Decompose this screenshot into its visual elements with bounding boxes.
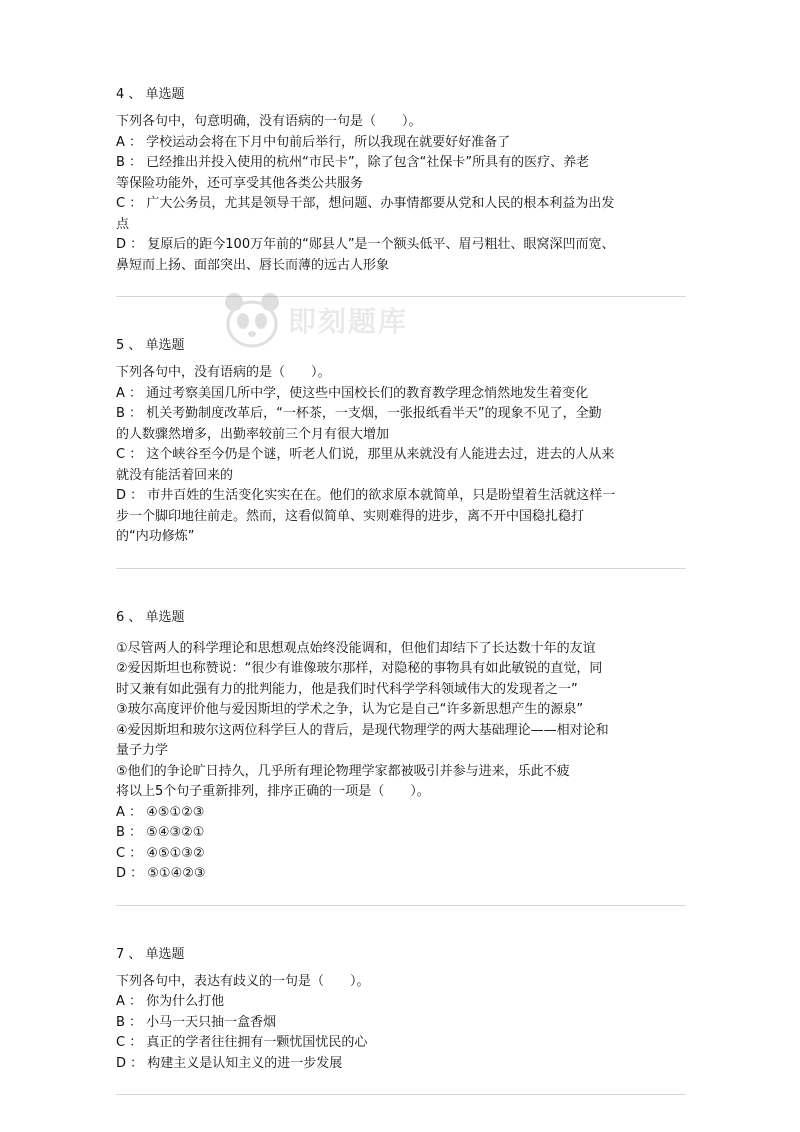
option-a[interactable]: A ： 你为什么打他	[116, 994, 225, 1009]
option-c[interactable]: C ： 这个峡谷至今仍是个谜，听老人们说，那里从来就没有人能进去过，进去的人从来	[116, 447, 615, 462]
option-c-continued: 点	[116, 216, 130, 232]
sentence-3: ③玻尔高度评价他与爱因斯坦的学术之争，认为它是自己“许多新思想产生的源泉”	[116, 702, 584, 717]
sentence-1: ①尽管两人的科学理论和思想观点始终没能调和，但他们却结下了长达数十年的友谊	[116, 640, 596, 656]
option-b-continued: 等保险功能外，还可享受其他各类公共服务	[116, 175, 364, 191]
option-d-continued: 的“内功修炼”	[116, 529, 195, 544]
option-b[interactable]: B ： 小马一天只抽一盒香烟	[116, 1014, 277, 1030]
option-c[interactable]: C ： 广大公务员，尤其是领导干部，想问题、办事情都要从党和人民的根本利益为出发	[116, 196, 615, 211]
divider	[116, 568, 686, 569]
option-c[interactable]: C ： ④⑤①③②	[116, 845, 205, 861]
divider	[116, 296, 686, 297]
question-stem: 下列各句中，句意明确，没有语病的一句是（ ）。	[116, 114, 422, 129]
option-d[interactable]: D ： 市井百姓的生活变化实实在在。他们的欲求原本就简单，只是盼望着生活就这样一	[116, 488, 616, 503]
question-7	[116, 944, 686, 1096]
question-header: 5 、 单选题	[116, 338, 185, 353]
option-b[interactable]: B ： ⑤④③②①	[116, 825, 205, 840]
divider	[116, 1094, 686, 1095]
option-d-continued: 鼻短而上扬、面部突出、唇长而薄的远古人形象	[116, 257, 390, 273]
sentence-4: ④爱因斯坦和玻尔这两位科学巨人的背后，是现代物理学的两大基础理论——相对论和	[116, 722, 609, 738]
sentence-2: ②爱因斯坦也称赞说：“很少有谁像玻尔那样，对隐秘的事物具有如此敏锐的直觉，同	[116, 661, 603, 676]
option-b-continued: 的人数骤然增多，出勤率较前三个月有很大增加	[116, 426, 390, 442]
option-c-continued: 就没有能活着回来的	[116, 467, 234, 483]
question-header: 7 、 单选题	[116, 946, 185, 962]
option-c[interactable]: C ： 真正的学者往往拥有一颗忧国忧民的心	[116, 1035, 368, 1050]
question-5	[116, 335, 686, 569]
option-a[interactable]: A ： 学校运动会将在下月中旬前后举行，所以我现在就要好好准备了	[116, 134, 511, 150]
sentence-5: ⑤他们的争论旷日持久，几乎所有理论物理学家都被吸引并参与进来，乐此不疲	[116, 763, 570, 779]
question-header: 4 、 单选题	[116, 87, 185, 102]
option-d-continued: 步一个脚印地往前走。然而，这看似简单、实则难得的进步，离不开中国稳扎稳打	[116, 508, 585, 524]
divider	[116, 905, 686, 906]
watermark-text: 即刻题库	[288, 305, 409, 338]
option-d[interactable]: D ： ⑤①④②③	[116, 866, 206, 881]
question-list	[116, 84, 686, 1095]
option-d[interactable]: D ： 构建主义是认知主义的进一步发展	[116, 1055, 343, 1071]
option-d[interactable]: D ： 复原后的距今100万年前的“郧县人”是一个额头低平、眉弓粗壮、眼窝深凹而宽、	[116, 237, 615, 252]
question-6	[116, 607, 686, 906]
question-stem: 将以上5个句子重新排列，排序正确的一项是（ ）。	[116, 784, 430, 799]
sentence-2-continued: 时又兼有如此强有力的批判能力，他是我们时代科学学科领域伟大的发现者之一”	[116, 681, 578, 697]
option-b[interactable]: B ： 已经推出并投入使用的杭州“市民卡”，除了包含“社保卡”所具有的医疗、养老	[116, 155, 590, 170]
option-a[interactable]: A ： 通过考察美国几所中学，使这些中国校长们的教育教学理念悄然地发生着变化	[116, 385, 589, 401]
option-a[interactable]: A ： ④⑤①②③	[116, 804, 205, 820]
question-4	[116, 84, 686, 297]
question-header: 6 、 单选题	[116, 609, 185, 625]
question-stem: 下列各句中，表达有歧义的一句是（ ）。	[116, 973, 370, 989]
sentence-4-continued: 量子力学	[116, 743, 169, 758]
option-b[interactable]: B ： 机关考勤制度改革后，“一杯茶，一支烟，一张报纸看半天”的现象不见了，全勤	[116, 406, 602, 421]
question-stem: 下列各句中，没有语病的是（ ）。	[116, 365, 331, 380]
